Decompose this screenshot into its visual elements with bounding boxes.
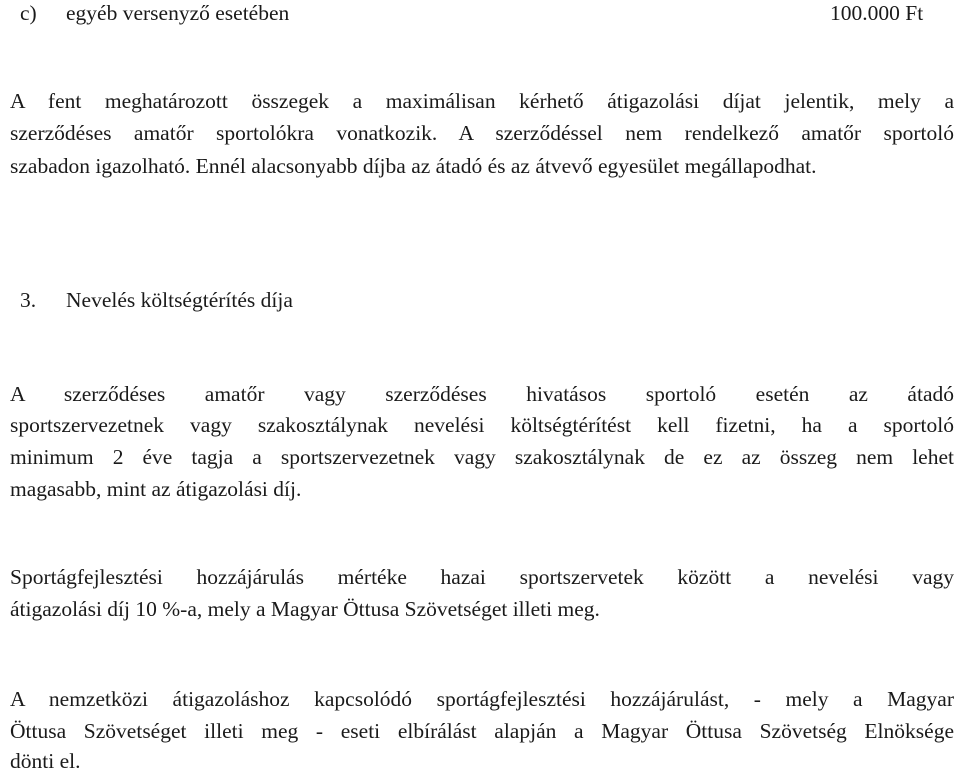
section-number: 3. xyxy=(20,288,37,312)
paragraph-line: Sportágfejlesztési hozzájárulás mértéke hazai sportszervetek között a nevelési vagy xyxy=(10,565,954,589)
paragraph-line: A fent meghatározott összegek a maximálisan kérhető átigazolási díjat jelentik, mely a xyxy=(10,89,954,113)
paragraph-line: szerződéses amatőr sportolókra vonatkozik. A szerződéssel nem rendelkező amatőr sportoló xyxy=(10,121,954,145)
list-item-label: c) xyxy=(20,1,37,25)
paragraph-line: átigazolási díj 10 %-a, mely a Magyar Öttusa Szövetséget illeti meg. xyxy=(10,597,600,621)
list-item-text: egyéb versenyző esetében xyxy=(66,1,290,25)
paragraph-line: minimum 2 éve tagja a sportszervezetnek vagy szakosztálynak de ez az összeg nem lehet xyxy=(10,445,954,469)
section-heading xyxy=(10,287,954,313)
paragraph-line: magasabb, mint az átigazolási díj. xyxy=(10,477,302,501)
paragraph-line: A nemzetközi átigazoláshoz kapcsolódó sportágfejlesztési hozzájárulást, - mely a Magyar xyxy=(10,687,954,711)
list-item-c xyxy=(10,0,954,26)
paragraph-line: dönti el. xyxy=(10,749,81,773)
list-item-amount: 100.000 Ft xyxy=(830,1,924,25)
section-title: Nevelés költségtérítés díja xyxy=(66,288,293,312)
paragraph-line: A szerződéses amatőr vagy szerződéses hivatásos sportoló esetén az átadó xyxy=(10,382,954,406)
paragraph-line: Öttusa Szövetséget illeti meg - eseti elbírálást alapján a Magyar Öttusa Szövetség Elnöksége xyxy=(10,719,954,743)
paragraph-line: sportszervezetnek vagy szakosztálynak nevelési költségtérítést kell fizetni, ha a sportoló xyxy=(10,413,954,437)
paragraph-line: szabadon igazolható. Ennél alacsonyabb díjba az átadó és az átvevő egyesület megállapodhat. xyxy=(10,154,817,178)
